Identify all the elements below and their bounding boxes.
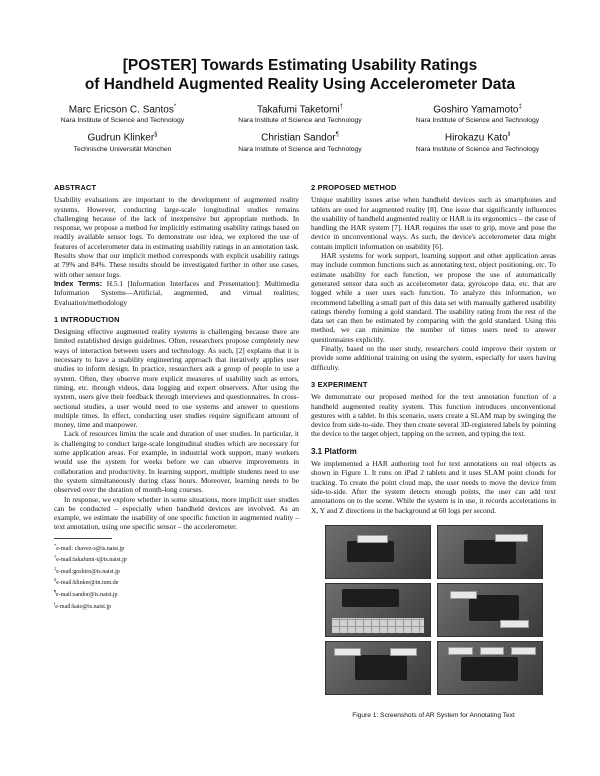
- author-name: Hirokazu Kato: [444, 132, 508, 144]
- author-mark: ‡: [518, 104, 522, 110]
- experiment-text: We demonstrate our proposed method for the text annotation function of a handheld augmented reality system. This function introduces unconventional gestures with a tablet. In this scenario, users create a SLAM map by swinging the device from side-to-side. They then create several 3D-registered labels by pointing the device to the target object, tapping on the screen, and typing the text.: [311, 392, 556, 439]
- footnote-email: e-mail:takafumi-t@is.naist.jp: [56, 557, 127, 564]
- author-name: Takafumi Taketomi: [257, 104, 340, 116]
- right-column: [311, 183, 556, 720]
- footnote-mark: *: [54, 542, 57, 548]
- figure-screenshot-top-right: [437, 525, 543, 579]
- method-paragraph-1: Unique usability issues arise when handheld devices such as smartphones and tablets are used for augmented reality [8]. One issue that significantly influences the usability of handheld augmented reality or HAR is its ergonomics – the case of handling the HAR system [7]. HAR requires the user to grip, move and pose the device in unconventional ways. As such, the device's accelerometer data might contain implicit information on usability [6].: [311, 195, 556, 251]
- platform-heading: 3.1 Platform: [311, 446, 357, 456]
- footnote-mark: †: [54, 554, 57, 560]
- figure-screenshot-bottom-left: [325, 641, 431, 695]
- author-mark: ‖: [507, 132, 511, 139]
- author-mark: ¶: [335, 132, 339, 139]
- author-block: [40, 101, 560, 158]
- footnote-mark: ‖: [54, 600, 56, 606]
- footnote-mark: ‡: [54, 565, 57, 571]
- author-mark: §: [154, 132, 158, 139]
- author-affiliation: Nara Institute of Science and Technology: [238, 145, 362, 153]
- author: [395, 101, 560, 125]
- left-column: [54, 183, 299, 611]
- author: [218, 129, 383, 153]
- author-name: Marc Ericson C. Santos: [68, 104, 174, 116]
- intro-paragraph-3: In response, we explore whether in some situations, more implicit user studies can be conducted – especially when handheld devices are involved. As an example, we estimate the usability of one specific function in augmented reality – text annotation, using one specific sensor – the accelerometer.: [54, 494, 299, 532]
- author-mark: †: [339, 104, 343, 110]
- author-mark: *: [173, 104, 177, 110]
- author-name: Goshiro Yamamoto: [433, 104, 519, 116]
- footnote-rule: [54, 538, 112, 539]
- footnote: [54, 542, 299, 554]
- index-terms: [54, 279, 299, 307]
- author-row-2: [40, 129, 560, 153]
- author-affiliation: Nara Institute of Science and Technology: [415, 117, 540, 125]
- footnote: [54, 553, 299, 565]
- footnote: [54, 600, 299, 612]
- intro-paragraph-2: Lack of resources limits the scale and duration of user studies. In particular, it is challenging to conduct large-scale longitudinal studies which are necessary for some application areas. For example, in industrial work support, many workers would use the system for weeks before we can observe improvements in collaboration and productivity. In learning support, multiple students need to use the system simultaneously during class hours. Moreover, learning needs to be observed over the duration of month-long courses.: [54, 429, 299, 495]
- method-paragraph-2: HAR systems for work support, learning support and other application areas may include common functions such as annotating text, object positioning, etc. To estimate usability for each function, we propose the use of automatically generated sensor data such as accelerometer data, gyroscope data, etc. that are logged while a user uses each function. To analyze this information, we recommend labelling a small part of this data set with manually gathered usability ratings thereby forming a gold standard. The usability rating from the rest of the data set can then be estimated by comparing with the gold standard. Using this method, we can minimize the number of times users need to answer questionnaires explicitly.: [311, 251, 556, 344]
- method-heading: 2 PROPOSED METHOD: [311, 183, 397, 192]
- experiment-heading: 3 EXPERIMENT: [311, 379, 368, 389]
- figure-screenshot-top-left: [325, 525, 431, 579]
- title-line-1: [POSTER] Towards Estimating Usability Ratings: [122, 57, 478, 74]
- abstract-text: Usability evaluations are important to the development of augmented reality systems. However, conducting large-scale longitudinal studies remains challenging because of the lack of inexpensive but appropriate methods. In response, we propose a method for implicitly estimating usability ratings based on readily available sensor logs. To demonstrate our idea, we explored the use of features of accelerometer data in estimating usability ratings in an annotation task. Results show that our implicit method corresponds with explicit usability ratings at 79% and 84%. These results should be investigated further in other use cases, with other sensor logs.: [54, 195, 299, 279]
- figure-1: [311, 525, 556, 703]
- paper-title: [0, 56, 600, 94]
- abstract-heading: ABSTRACT: [54, 183, 97, 192]
- footnotes: [54, 542, 299, 612]
- author-name: Christian Sandor: [261, 132, 336, 144]
- footnote-email: e-mail:kato@is.naist.jp: [55, 603, 112, 610]
- author-name: Gudrun Klinker: [87, 132, 155, 144]
- index-terms-label: Index Terms:: [54, 278, 103, 288]
- figure-screenshot-middle-right: [437, 583, 543, 637]
- author-affiliation: Technische Universität München: [73, 145, 172, 153]
- method-paragraph-3: Finally, based on the user study, researchers could improve their system or provide some additional training on using the system, especially for users having difficulty.: [311, 344, 556, 372]
- author: [40, 101, 205, 125]
- footnote: [54, 565, 299, 577]
- author-affiliation: Nara Institute of Science and Technology: [60, 117, 185, 125]
- author-affiliation: Nara Institute of Science and Technology: [415, 145, 540, 153]
- footnote-email: e-mail:goshiro@is.naist.jp: [56, 568, 120, 575]
- figure-screenshot-middle-left: [325, 583, 431, 637]
- author-row-1: [40, 101, 560, 125]
- figure-caption: Figure 1: Screenshots of AR System for Annotating Text: [352, 711, 515, 719]
- footnote-mark: §: [54, 577, 57, 583]
- title-line-2: of Handheld Augmented Reality Using Accelerometer Data: [84, 76, 516, 93]
- author: [218, 101, 383, 125]
- index-terms-text: H.5.1 [Information Interfaces and Presentation]: Multimedia Information Systems—Artificial, augmented, and virtual realities; Evaluation/methodology: [54, 278, 299, 307]
- intro-heading: 1 INTRODUCTION: [54, 314, 120, 324]
- footnote: [54, 576, 299, 588]
- intro-paragraph-1: Designing effective augmented reality systems is challenging because there are limited established design guidelines. Often, researchers propose completely new ways of interaction between users and technology. As such, [2] explains that it is necessary to have a usability engineering approach that iteratively applies user studies to inform design. In practice, researchers ask a group of people to use a system. Often, they observe more explicit measures of usability such as errors, timing, etc. through videos, data logging and expert observers. After using the system, users give their feedback through interviews and questionnaires. In cross-sectional studies, a user would need to use systems and answer to questions multiple times. In effect, conducting user studies require significant amount of money, time and manpower.: [54, 327, 299, 430]
- author: [40, 129, 205, 153]
- footnote: [54, 588, 299, 600]
- footnote-email: e-mail: chavez-s@is.naist.jp: [56, 545, 125, 552]
- author-affiliation: Nara Institute of Science and Technology: [238, 117, 362, 125]
- author: [395, 129, 560, 153]
- footnote-mark: ¶: [54, 589, 57, 595]
- footnote-email: e-mail:klinker@in.tum.de: [56, 580, 119, 587]
- platform-text: We implemented a HAR authoring tool for text annotations on real objects as shown in Figure 1. It runs on iPad 2 tablets and it uses SLAM point clouds for tracking. To create the point cloud map, the user needs to move the device from side-to-side. After the system detects enough points, the user can add text annotations on to the scene. While the system is in use, it records accelerations in X, Y and Z directions in the background at 60 logs per second.: [311, 459, 556, 515]
- figure-screenshot-bottom-right: [437, 641, 543, 695]
- footnote-email: e-mail:sandor@is.naist.jp: [56, 592, 118, 599]
